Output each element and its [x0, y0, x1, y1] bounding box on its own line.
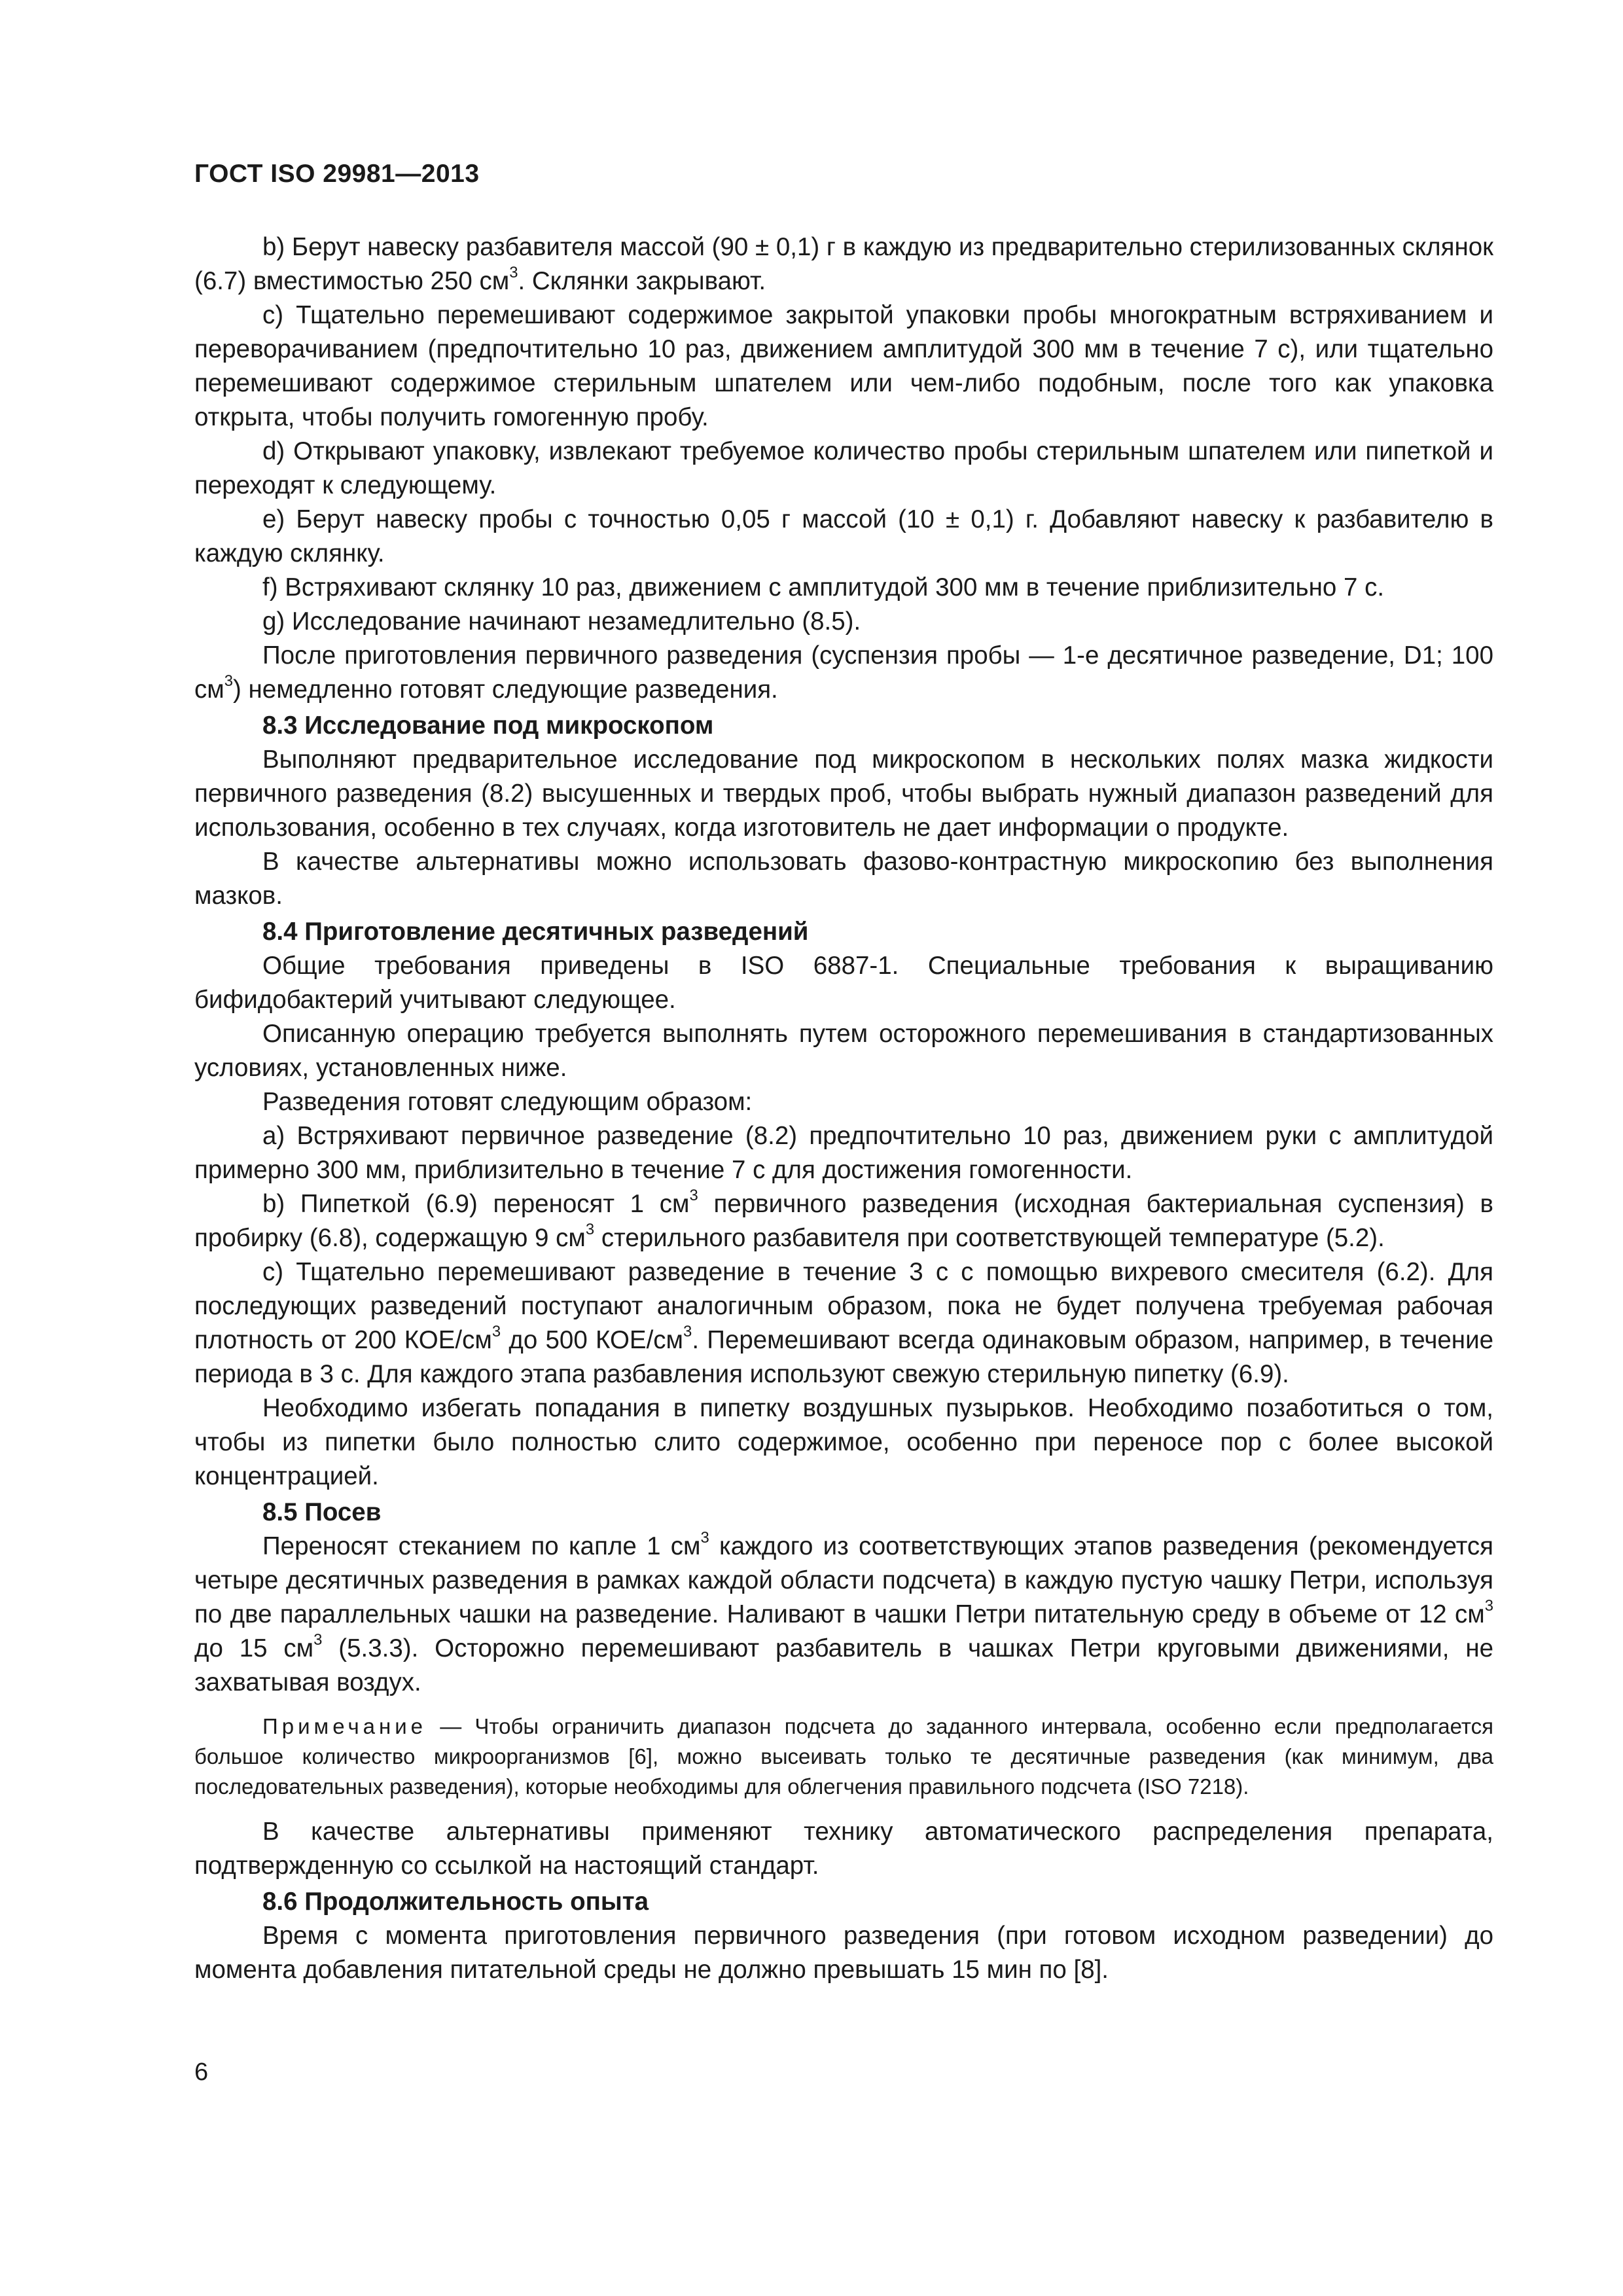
section-heading: 8.3 Исследование под микроскопом	[262, 711, 714, 740]
section-heading: 8.4 Приготовление десятичных разведений	[262, 918, 809, 946]
section-heading: 8.5 Посев	[262, 1498, 382, 1526]
body-paragraph: с) Тщательно перемешивают содержимое закрытой упаковки пробы многократным встряхиванием и переворачиванием (предпочтительно 10 раз, движением амплитудой 300 мм в течение 7 с), или тщательно перемешивают содержимое стерильным шпателем или чем-либо подобным, после того как упаковка открыта, чтобы получить гомогенную пробу.	[194, 301, 1493, 431]
body-paragraph: а) Встряхивают первичное разведение (8.2) предпочтительно 10 раз, движением руки с амплитудой примерно 300 мм, приблизительно в течение 7 с для достижения гомогенности.	[194, 1122, 1493, 1184]
body-paragraph: g) Исследование начинают незамедлительно (8.5).	[262, 607, 861, 636]
body-paragraph: В качестве альтернативы применяют технику автоматического распределения препарата, подтвержденную со ссылкой на настоящий стандарт.	[194, 1818, 1493, 1880]
page-number: 6	[194, 2058, 209, 2086]
body-paragraph: b) Берут навеску разбавителя массой (90 ± 0,1) г в каждую из предварительно стерилизованных склянок (6.7) вместимостью 250 $см^3$. Склянки закрывают.	[194, 233, 1493, 295]
body-paragraph: d) Открывают упаковку, извлекают требуемое количество пробы стерильным шпателем или пипеткой и переходят к следующему.	[194, 437, 1493, 499]
body-paragraph: В качестве альтернативы можно использовать фазово-контрастную микроскопию без выполнения мазков.	[194, 848, 1493, 910]
body-paragraph: Общие требования приведены в ISO 6887-1. Специальные требования к выращиванию бифидобактерий учитывают следующее.	[194, 952, 1493, 1014]
body-paragraph: Разведения готовят следующим образом:	[262, 1088, 753, 1116]
note-paragraph: Примечание — Чтобы ограничить диапазон подсчета до заданного интервала, особенно если предполагается большое количество микроорганизмов [6], можно высеивать только те десятичные разведения (как минимум, два последовательных разведения), которые необходимы для облегчения правильного подсчета (ISO 7218).	[194, 1714, 1493, 1799]
body-paragraph: Переносят стеканием по капле 1 $см^3$ каждого из соответствующих этапов разведения (рекомендуется четыре десятичных разведения в рамках каждой области подсчета) в каждую пустую чашку Петри, используя по две параллельных чашки на разведение. Наливают в чашки Петри питательную среду в объеме от 12 $см^3$ до 15 $см^3$ (5.3.3). Осторожно перемешивают разбавитель в чашках Петри круговыми движениями, не захватывая воздух.	[194, 1529, 1494, 1696]
body-paragraph: е) Берут навеску пробы с точностью 0,05 г массой (10 ± 0,1) г. Добавляют навеску к разбавителю в каждую склянку.	[194, 505, 1493, 567]
body-paragraph: f) Встряхивают склянку 10 раз, движением с амплитудой 300 мм в течение приблизительно 7 с.	[262, 573, 1385, 601]
body-paragraph: Выполняют предварительное исследование под микроскопом в нескольких полях мазка жидкости первичного разведения (8.2) высушенных и твердых проб, чтобы выбрать нужный диапазон разведений для использования, особенно в тех случаях, когда изготовитель не дает информации о продукте.	[194, 745, 1493, 842]
body-paragraph: После приготовления первичного разведения (суспензия пробы — 1-е десятичное разведение, D1; 100 $см^3$) немедленно готовят следующие разведения.	[194, 641, 1493, 704]
section-heading: 8.6 Продолжительность опыта	[262, 1888, 649, 1916]
body-paragraph: с) Тщательно перемешивают разведение в течение 3 с с помощью вихревого смесителя (6.2). Для последующих разведений поступают аналогичным образом, пока не будет получена требуемая рабочая плотность от 200 КОЕ/$см^3$ до 500 КОЕ/$см^3$. Перемешивают всегда одинаковым образом, например, в течение периода в 3 с. Для каждого этапа разбавления используют свежую стерильную пипетку (6.9).	[194, 1258, 1493, 1388]
body-paragraph: Необходимо избегать попадания в пипетку воздушных пузырьков. Необходимо позаботиться о том, чтобы из пипетки было полностью слито содержимое, особенно при переносе пор с более высокой концентрацией.	[194, 1394, 1493, 1490]
body-paragraph: Описанную операцию требуется выполнять путем осторожного перемешивания в стандартизованных условиях, установленных ниже.	[194, 1020, 1493, 1082]
body-paragraph: b) Пипеткой (6.9) переносят 1 $см^3$ первичного разведения (исходная бактериальная суспензия) в пробирку (6.8), содержащую 9 $см^3$ стерильного разбавителя при соответствующей температуре (5.2).	[194, 1187, 1494, 1252]
body-paragraph: Время с момента приготовления первичного разведения (при готовом исходном разведении) до момента добавления питательной среды не должно превышать 15 мин по [8].	[194, 1922, 1493, 1984]
document-header: ГОСТ ISO 29981—2013	[194, 160, 480, 188]
document-body	[194, 230, 1493, 1987]
